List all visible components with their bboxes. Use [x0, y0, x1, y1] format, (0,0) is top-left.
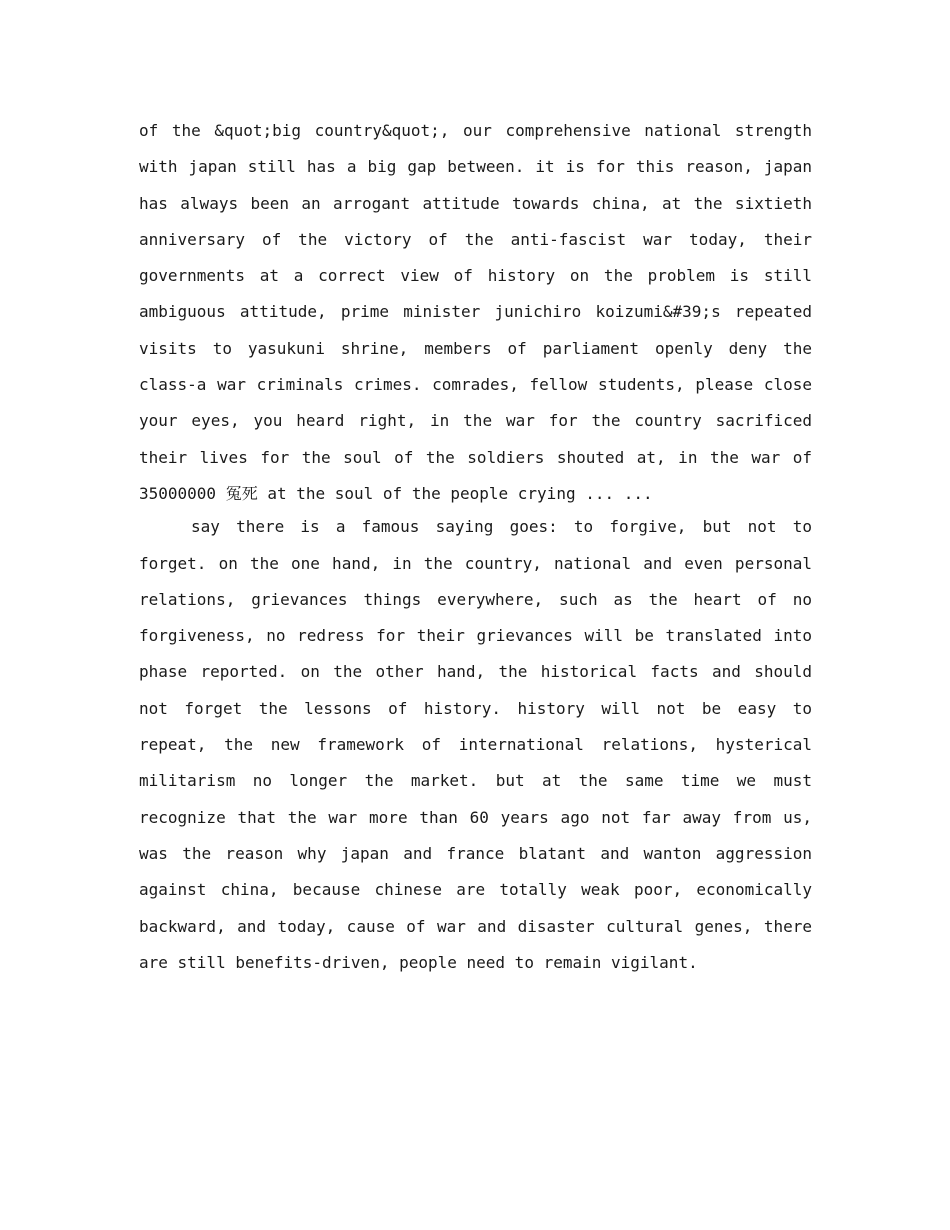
paragraph-2: say there is a famous saying goes: to forgive, but not to forget. on the one hand, in the country, national and even personal relations, grievances things everywhere, such as the heart of no forgiveness, no redress for their grievances will be translated into phase reported. on the other hand, the historical facts and should not forget the lessons of history. history will not be easy to repeat, the new framework of international relations, hysterical militarism no longer the market. but at the same time we must recognize that the war more than 60 years ago not far away from us, was the reason why japan and france blatant and wanton aggression against china, because chinese are totally weak poor, economically backward, and today, cause of war and disaster cultural genes, there are still benefits-driven, people need to remain vigilant. — [139, 517, 812, 972]
document-body — [139, 113, 812, 981]
paragraph-1: of the &quot;big country&quot;, our comprehensive national strength with japan still has a big gap between. it is for this reason, japan has always been an arrogant attitude towards china, at the sixtieth anniversary of the victory of the anti-fascist war today, their governments at a correct view of history on the problem is still ambiguous attitude, prime minister junichiro koizumi&#39;s repeated visits to yasukuni shrine, members of parliament openly deny the class-a war criminals crimes. comrades, fellow students, please close your eyes, you heard right, in the war for the country sacrificed their lives for the soul of the soldiers shouted at, in the war of 35000000 冤死 at the soul of the people crying ... ... — [139, 121, 812, 503]
